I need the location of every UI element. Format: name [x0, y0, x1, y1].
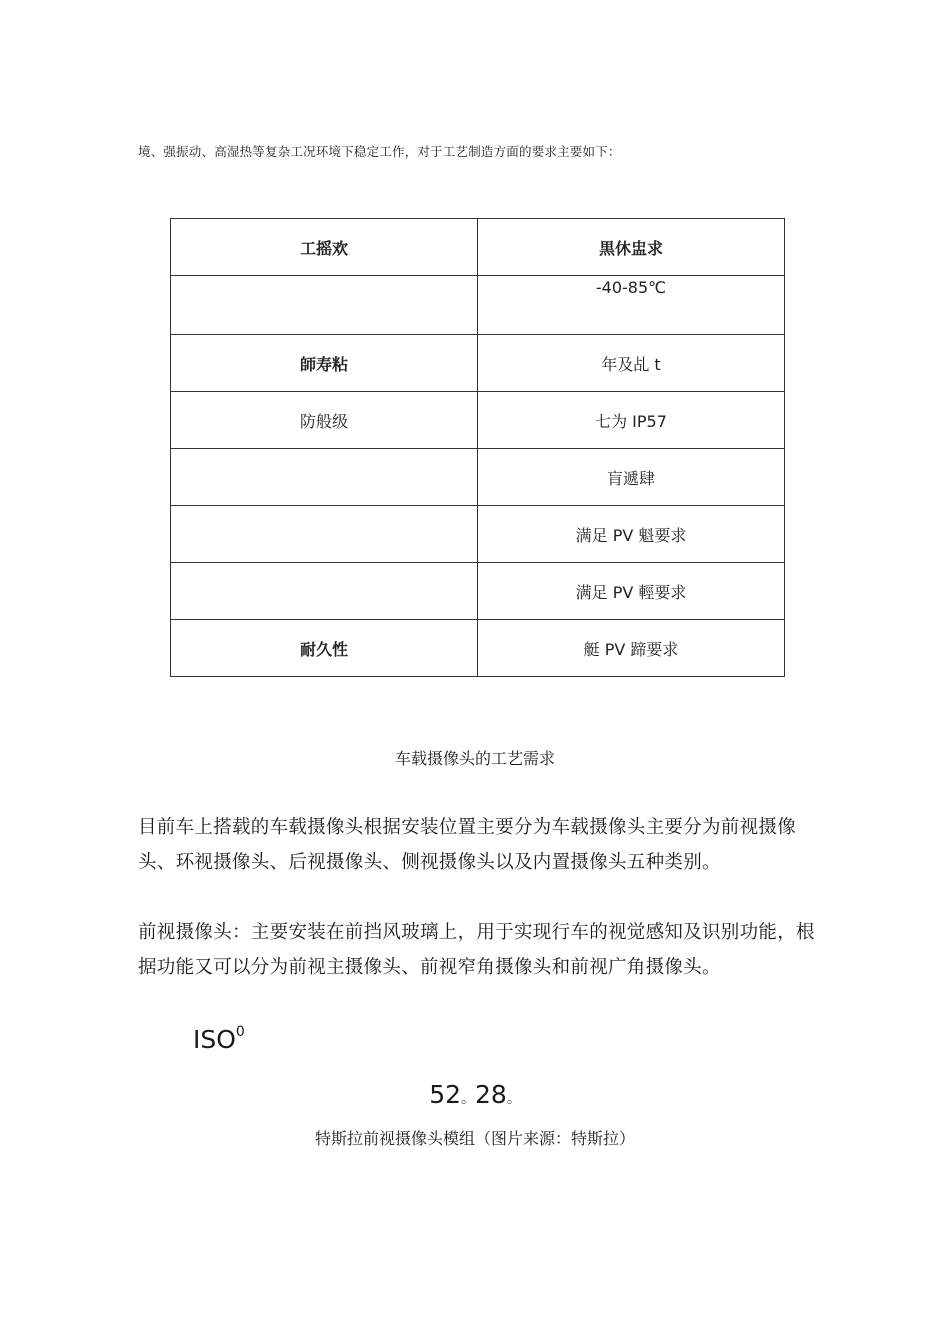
table-cell-right: 艇 PV 蹄要求	[478, 620, 785, 677]
number-b: 28	[475, 1080, 507, 1109]
table-row	[171, 449, 785, 506]
table-cell-right: 年及乩 t	[478, 335, 785, 392]
table-cell-left: 工摇欢	[171, 219, 478, 276]
intro-text: 境、强振动、高湿热等复杂工况环境下稳定工作，对于工艺制造方面的要求主要如下：	[138, 144, 621, 159]
table-cell-left: 防般级	[171, 392, 478, 449]
table-cell-left: 耐久性	[171, 620, 478, 677]
iso-superscript: 0	[235, 1024, 245, 1040]
number-mark-1: 。	[461, 1091, 475, 1107]
table-cell-left	[171, 449, 478, 506]
table-row	[171, 563, 785, 620]
number-a: 52	[429, 1080, 461, 1109]
table-cell-right: -40-85℃	[478, 276, 785, 335]
table-row	[171, 276, 785, 335]
figure-caption: 特斯拉前视摄像头模组（图片来源：特斯拉）	[314, 1129, 635, 1148]
requirements-table	[170, 218, 785, 677]
number-mark-2: 。	[506, 1091, 521, 1107]
table-caption: 车载摄像头的工艺需求	[394, 749, 555, 768]
figure-numbers	[0, 1080, 950, 1109]
table-cell-right: 满足 PV 輕要求	[478, 563, 785, 620]
table-cell-right: 七为 IP57	[478, 392, 785, 449]
table-cell-left	[171, 276, 478, 335]
table-row	[171, 392, 785, 449]
paragraph-camera-types: 目前车上搭载的车载摄像头根据安装位置主要分为车载摄像头主要分为前视摄像头、环视摄像头、后视摄像头、侧视摄像头以及内置摄像头五种类别。	[138, 817, 797, 873]
table-row	[171, 506, 785, 563]
table-cell-left	[171, 506, 478, 563]
paragraph-front-camera: 前视摄像头：主要安装在前挡风玻璃上，用于实现行车的视觉感知及识别功能，根据功能又可以分为前视主摄像头、前视窄角摄像头和前视广角摄像头。	[138, 922, 815, 978]
table-row	[171, 219, 785, 276]
iso-base: ISO	[193, 1025, 236, 1054]
table-cell-left: 師寿粘	[171, 335, 478, 392]
table-cell-right: 肓遞肆	[478, 449, 785, 506]
table-cell-left	[171, 563, 478, 620]
table-row	[171, 335, 785, 392]
table-row	[171, 620, 785, 677]
iso-label	[193, 1024, 245, 1054]
table-cell-right: 满足 PV 魁要求	[478, 506, 785, 563]
table-cell-right: 黒休盅求	[478, 219, 785, 276]
